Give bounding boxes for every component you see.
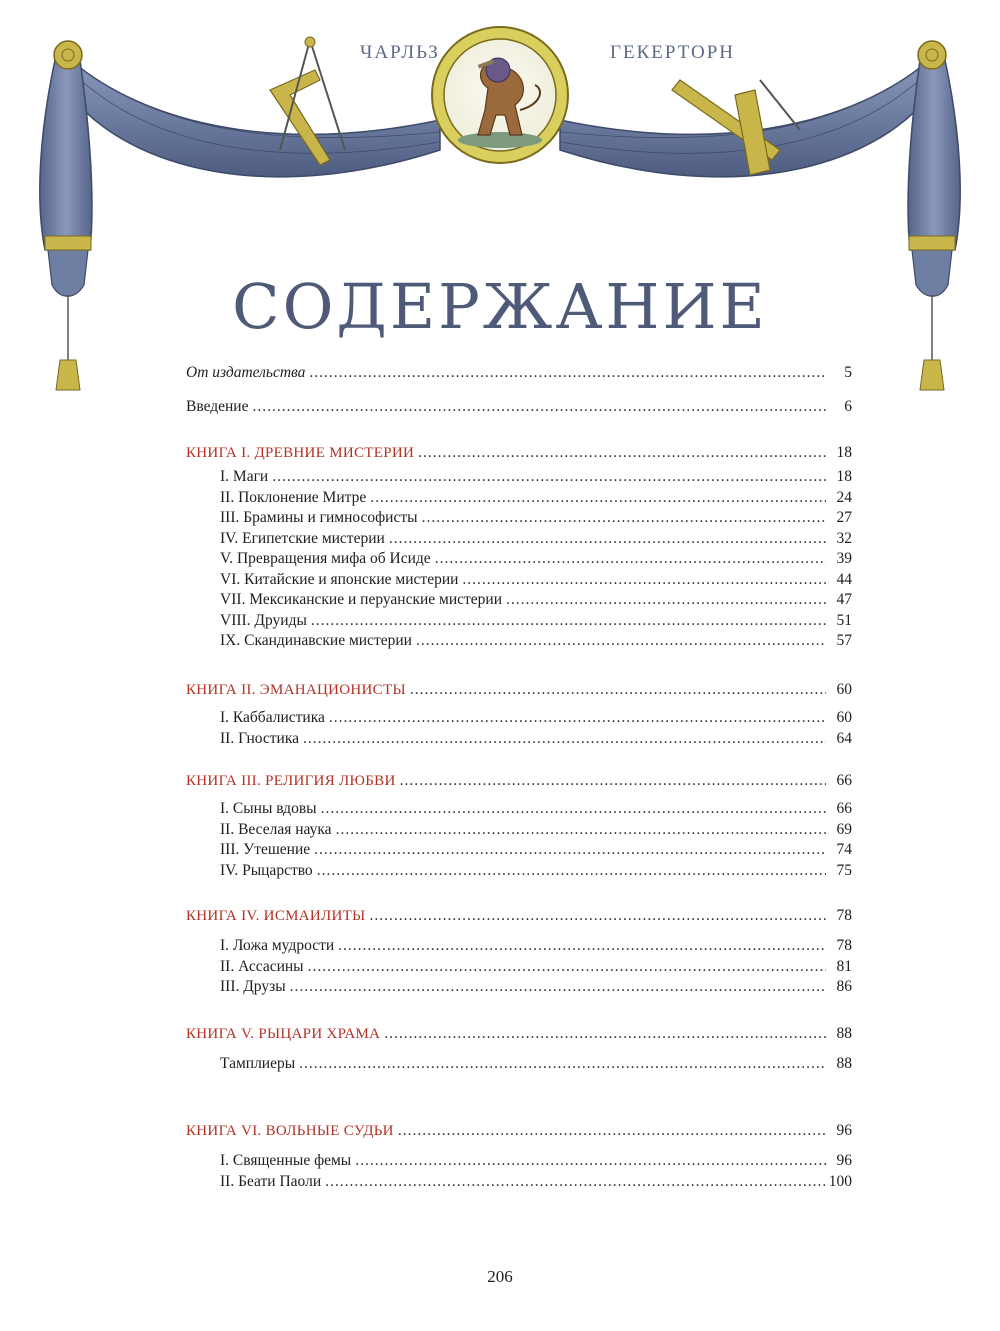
author-first-name: ЧАРЛЬЗ [360,42,440,63]
toc-entry-label: VIII. Друиды [220,611,307,629]
toc-entry-page: 24 [836,488,852,506]
dot-leader [370,489,826,507]
toc-chapter-entry [220,800,852,822]
dot-leader [418,444,826,462]
toc-chapter-entry [220,1152,852,1174]
dot-leader [506,591,826,609]
toc-entry-page: 6 [844,398,852,415]
toc-chapter-entry [220,821,852,843]
toc-entry-label: КНИГА II. ЭМАНАЦИОНИСТЫ [186,682,406,698]
toc-chapter-entry [220,978,852,1000]
dot-leader [462,571,826,589]
dot-leader [410,681,826,699]
toc-entry-label: I. Священные фемы [220,1152,352,1169]
toc-entry-page: 88 [836,1025,852,1042]
toc-chapter-entry [220,730,852,752]
toc-chapter-entry [220,509,852,531]
dot-leader [252,398,826,416]
dot-leader [416,632,826,650]
toc-entry-label: КНИГА III. РЕЛИГИЯ ЛЮБВИ [186,773,396,789]
dot-leader [338,937,826,955]
dot-leader [321,800,826,818]
toc-entry-label: II. Веселая наука [220,820,332,838]
toc-entry-page: 86 [836,978,852,995]
toc-chapter-entry [220,632,852,654]
toc-entry-label: IV. Египетские мистерии [220,529,385,547]
toc-entry-page: 18 [836,468,852,485]
left-swag [60,50,440,177]
toc-entry-label: VI. Китайские и японские мистерии [220,570,459,588]
toc-entry-page: 64 [836,729,852,747]
toc-entry-page: 60 [836,681,852,698]
dot-leader [355,1152,826,1170]
toc-chapter-entry [220,1173,852,1195]
dot-leader [400,772,826,790]
dot-leader [308,958,826,976]
toc-entry-page: 47 [836,591,852,608]
toc-entry-intro [186,398,852,420]
toc-entry-label: КНИГА VI. ВОЛЬНЫЕ СУДЬИ [186,1123,394,1139]
toc-entry-label: Тамплиеры [220,1055,296,1072]
toc-entry-label: IV. Рыцарство [220,861,313,879]
toc-chapter-entry [220,841,852,863]
toc-entry-page: 78 [836,937,852,954]
toc-entry-page: 51 [836,611,852,629]
dot-leader [329,709,826,727]
dot-leader [317,862,826,880]
toc-entry-label: I. Сыны вдовы [220,800,317,817]
toc-entry-page: 32 [836,529,852,547]
dot-leader [389,530,826,548]
dot-leader [311,612,826,630]
toc-entry-label: III. Брамины и гимнософисты [220,509,418,526]
dot-leader [422,509,826,527]
toc-entry-page: 96 [836,1122,852,1139]
toc-chapter-entry [220,571,852,593]
toc-entry-page: 81 [836,957,852,975]
dot-leader [314,841,826,859]
right-hanging-drape [908,60,960,250]
toc-chapter-entry [220,489,852,511]
page-number: 206 [487,1267,513,1286]
toc-chapter-entry [220,937,852,959]
toc-entry-page: 66 [836,772,852,789]
toc-entry-page: 5 [844,364,852,381]
toc-entry-label: Введение [186,398,249,415]
toc-entry-label: III. Друзы [220,978,286,995]
toc-entry-label: II. Беати Паоли [220,1172,322,1190]
toc-entry-page: 88 [836,1055,852,1072]
toc-entry-page: 18 [836,444,852,461]
toc-chapter-entry [220,958,852,980]
toc-chapter-entry [220,1055,852,1077]
toc-entry-page: 60 [836,709,852,726]
author-last-name: ГЕКЕРТОРН [610,42,736,63]
dot-leader [290,978,826,996]
toc-entry-page: 39 [836,550,852,567]
toc-entry-label: V. Превращения мифа об Исиде [220,550,431,567]
toc-chapter-entry [220,591,852,613]
dot-leader [435,550,826,568]
toc-chapter-entry [220,530,852,552]
toc-chapter-entry [220,468,852,490]
lion-medallion-icon [432,27,568,163]
toc-entry-page: 44 [836,570,852,588]
toc-entry-label: От издательства [186,364,306,381]
dot-leader [325,1173,825,1191]
dot-leader [272,468,826,486]
toc-chapter-entry [220,550,852,572]
dot-leader [384,1025,826,1043]
dot-leader [299,1055,826,1073]
toc-entry-label: I. Маги [220,468,269,485]
dot-leader [369,907,826,925]
toc-book-heading [186,772,852,794]
toc-entry-page: 27 [836,509,852,526]
dot-leader [309,364,826,382]
toc-chapter-entry [220,612,852,634]
toc-entry-label: IX. Скандинавские мистерии [220,632,412,649]
toc-entry-page: 74 [836,841,852,858]
toc-entry-label: КНИГА IV. ИСМАИЛИТЫ [186,908,366,924]
toc-entry-label: КНИГА I. ДРЕВНИЕ МИСТЕРИИ [186,445,415,461]
toc-entry-label: КНИГА V. РЫЦАРИ ХРАМА [186,1026,381,1042]
toc-entry-publisher [186,364,852,386]
dot-leader [398,1122,826,1140]
toc-book-heading [186,1025,852,1047]
page-title: СОДЕРЖАНИЕ [232,269,768,343]
toc-book-heading [186,444,852,466]
toc-entry-label: II. Поклонение Митре [220,488,367,506]
toc-entry-page: 57 [836,632,852,649]
toc-entry-label: I. Каббалистика [220,709,325,726]
toc-entry-page: 96 [836,1152,852,1169]
toc-chapter-entry [220,709,852,731]
dot-leader [303,730,826,748]
toc-book-heading [186,907,852,929]
toc-book-heading [186,1122,852,1144]
toc-entry-label: III. Утешение [220,841,311,858]
toc-book-heading [186,681,852,703]
toc-entry-page: 69 [836,820,852,838]
toc-entry-page: 75 [836,861,852,879]
toc-entry-label: II. Ассасины [220,957,304,975]
dot-leader [336,821,826,839]
toc-chapter-entry [220,862,852,884]
toc-entry-label: II. Гностика [220,729,299,747]
toc-entry-label: VII. Мексиканские и перуанские мистерии [220,591,503,608]
toc-entry-label: I. Ложа мудрости [220,937,335,954]
toc-entry-page: 78 [836,907,852,924]
toc-entry-page: 66 [836,800,852,817]
left-hanging-drape [40,60,92,250]
toc-entry-page: 100 [828,1172,852,1190]
